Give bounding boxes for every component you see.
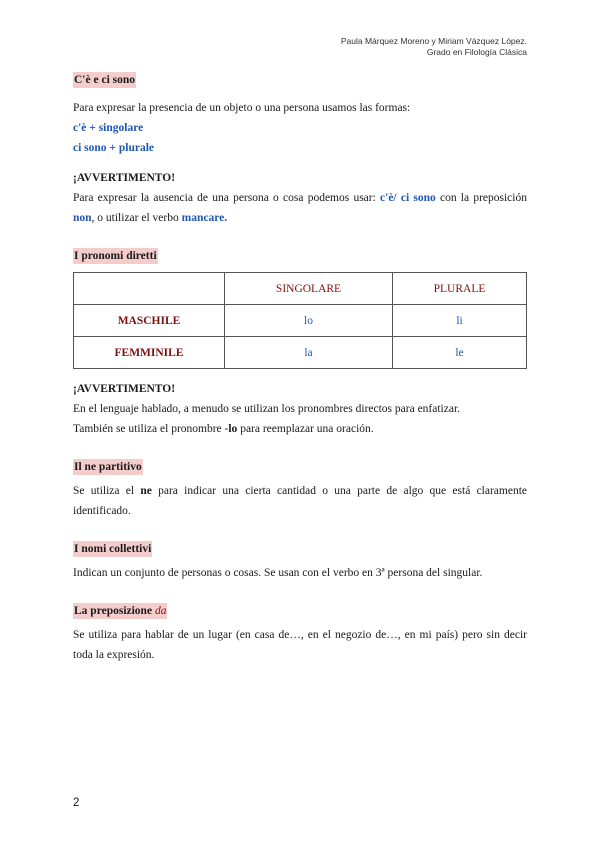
warning-text: Para expresar la ausencia de una persona o cosa podemos usar: c'è/ ci sono con la preposición non, o utilizar el verbo mancare. [73,192,527,224]
body-text: Se utiliza el ne para indicar una cierta cantidad o una parte de algo que está claramente identificado. [73,485,528,517]
table-header-cell [74,273,225,305]
table-header-row [74,273,527,305]
header-degree: Grado en Filología Clásica [426,47,527,57]
table-header-cell: PLURALE [393,273,527,305]
table-cell: le [393,337,527,369]
section-title: La preposizione da [74,605,167,617]
intro-text: Para expresar la presencia de un objeto o una persona usamos las formas: [73,102,411,114]
table-row [74,305,527,337]
section-title: C'è e ci sono [74,74,136,86]
warning-title: ¡AVVERTIMENTO! [73,172,176,184]
section-nomi-collettivi [73,539,527,583]
section-ce-ci-sono [73,70,527,228]
page-number: 2 [73,797,80,809]
section-title: I pronomi diretti [74,250,157,262]
body-text: En el lenguaje hablado, a menudo se utilizan los pronombres directos para enfatizar. [73,403,461,415]
body-text: Se utiliza para hablar de un lugar (en casa de…, en el negozio de…, en mi país) pero sin decir toda la expresión. [73,629,527,661]
section-pronomi-diretti [73,246,527,439]
table-header-cell: SINGOLARE [225,273,393,305]
section-preposizione-da [73,601,527,665]
body-text: Indican un conjunto de personas o cosas. Se usan con el verbo en 3ª persona del singular. [73,567,483,579]
warning-title: ¡AVVERTIMENTO! [73,383,176,395]
table-row [74,337,527,369]
table-cell: lo [225,305,393,337]
pronouns-table [73,272,527,369]
table-cell: MASCHILE [74,305,225,337]
section-title: I nomi collettivi [74,543,152,555]
document-body [73,70,527,679]
table-cell: li [393,305,527,337]
page-header [341,36,527,58]
section-title: Il ne partitivo [74,461,142,473]
form-plurale: ci sono + plurale [73,142,154,154]
section-ne-partitivo [73,457,527,521]
form-singolare: c'è + singolare [73,122,144,134]
table-cell: FEMMINILE [74,337,225,369]
table-cell: la [225,337,393,369]
header-authors: Paula Márquez Moreno y Miriam Vázquez López. [340,36,527,46]
body-text: También se utiliza el pronombre -lo para reemplazar una oración. [73,423,374,435]
